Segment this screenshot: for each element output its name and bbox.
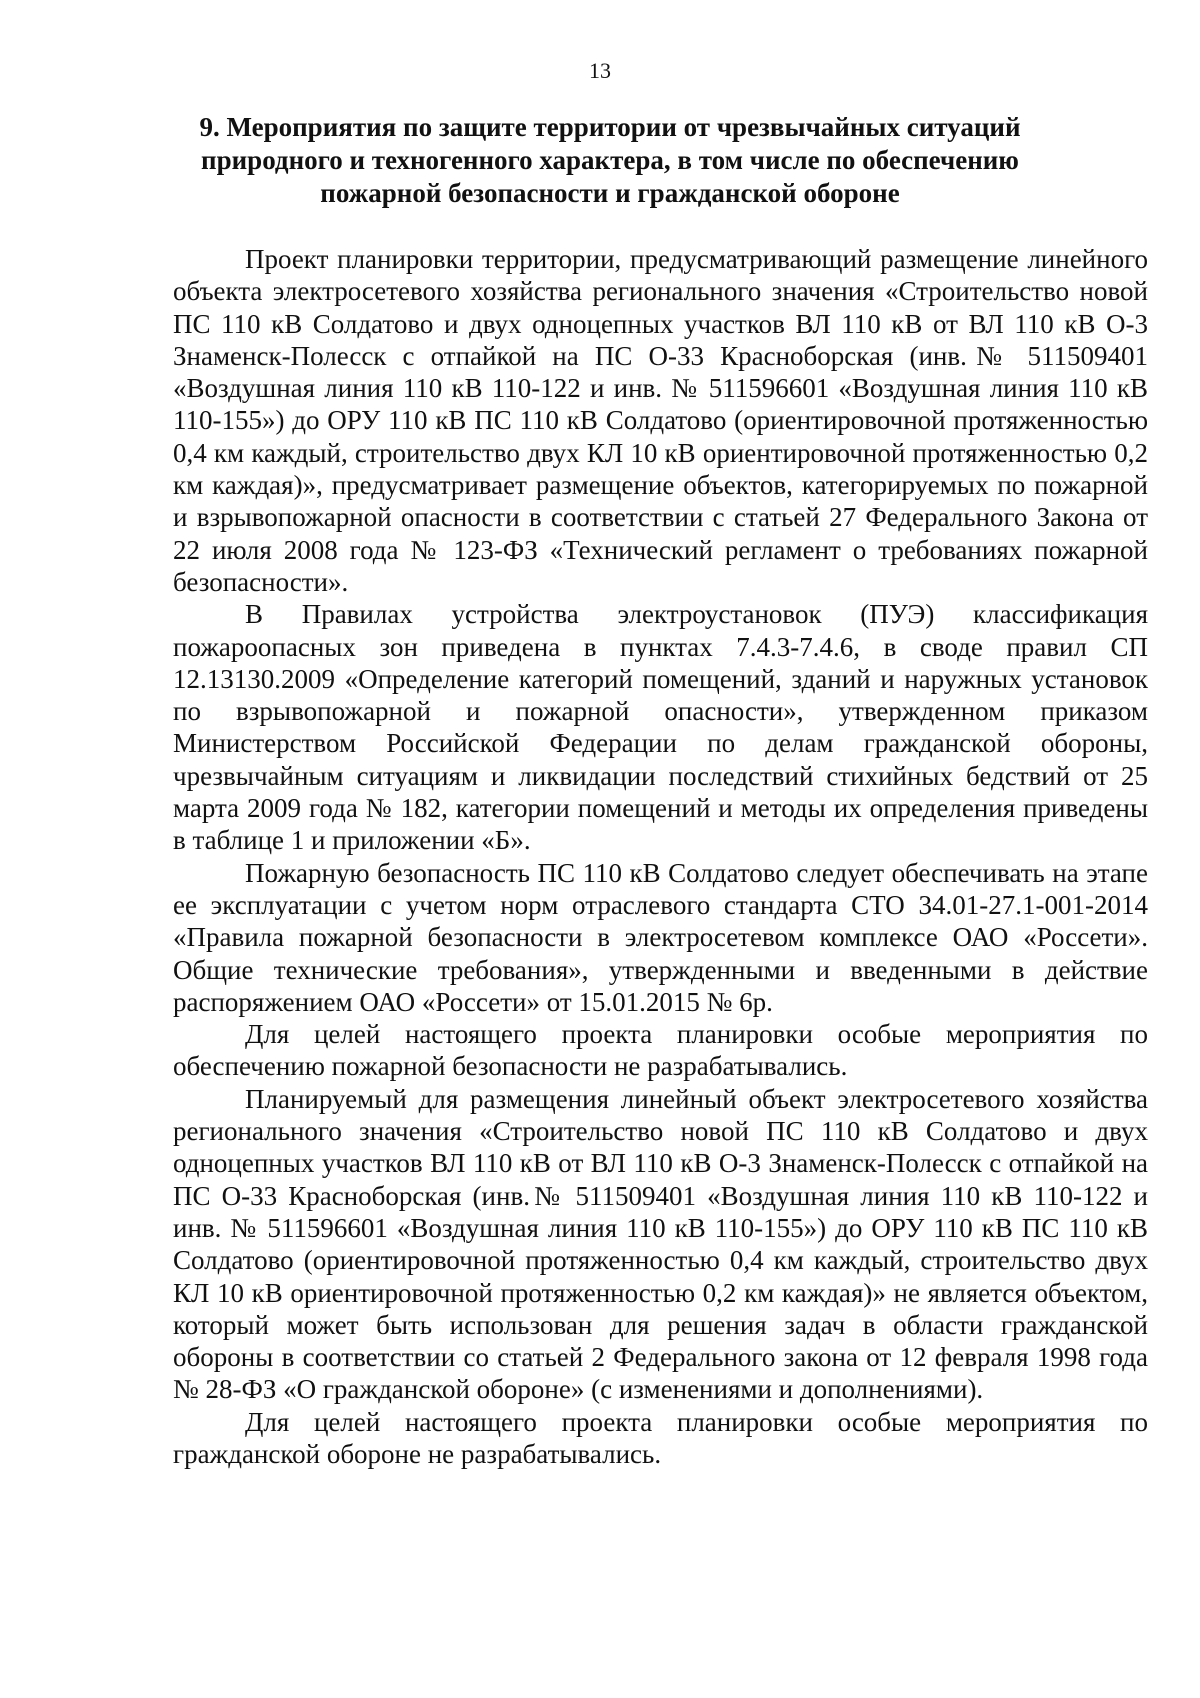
paragraph-project-description: Проект планировки территории, предусматривающий размещение линейного объекта электросетевого хозяйства регионального значения «Строительство новой ПС 110 кВ Солдатово и двух одноцепных участков ВЛ 110 кВ от ВЛ 110 кВ О-3 Знаменск-Полесск с отпайкой на ПС О-33 Красноборская (инв.№ 511509401 «Воздушная линия 110 кВ 110-122 и инв. № 511596601 «Воздушная линия 110 кВ 110-155») до ОРУ 110 кВ ПС 110 кВ Солдатово (ориентировочной протяженностью 0,4 км каждый, строительство двух КЛ 10 кВ ориентировочной протяженностью 0,2 км каждая)», предусматривает размещение объектов, категорируемых по пожарной и взрывопожарной опасности в соответствии с статьей 27 Федерального Закона от 22 июля 2008 года № 123-ФЗ «Технический регламент о требованиях пожарной безопасности». xyxy=(173,244,1148,597)
paragraph-fire-zones: В Правилах устройства электроустановок (ПУЭ) классификация пожароопасных зон приведена в пунктах 7.4.3-7.4.6, в своде правил СП 12.13130.2009 «Определение категорий помещений, зданий и наружных установок по взрывопожарной и пожарной опасности», утвержденном приказом Министерством Российской Федерации по делам гражданской обороны, чрезвычайным ситуациям и ликвидации последствий стихийных бедствий от 25 марта 2009 года № 182, категории помещений и методы их определения приведены в таблице 1 и приложении «Б». xyxy=(173,599,1148,856)
paragraph-civil-defense-measures: Для целей настоящего проекта планировки особые мероприятия по гражданской обороне не разрабатывались. xyxy=(173,1406,1148,1469)
paragraph-fire-safety-standard: Пожарную безопасность ПС 110 кВ Солдатово следует обеспечивать на этапе ее эксплуатации с учетом норм отраслевого стандарта СТО 34.01-27.1-001-2014 «Правила пожарной безопасности в электросетевом комплексе ОАО «Россети». Общие технические требования», утвержденными и введенными в действие распоряжением ОАО «Россети» от 15.01.2015 № 6р. xyxy=(173,857,1148,1017)
section-heading: 9. Мероприятия по защите территории от чрезвычайных ситуаций природного и техногенного характера, в том числе по обеспечению пожарной безопасности и гражданской обороне xyxy=(199,112,1021,208)
document-body xyxy=(173,243,1148,1470)
paragraph-fire-measures: Для целей настоящего проекта планировки особые мероприятия по обеспечению пожарной безопасности не разрабатывались. xyxy=(173,1019,1148,1082)
paragraph-civil-defense-object: Планируемый для размещения линейный объект электросетевого хозяйства регионального значения «Строительство новой ПС 110 кВ Солдатово и двух одноцепных участков ВЛ 110 кВ от ВЛ 110 кВ О-3 Знаменск-Полесск с отпайкой на ПС О-33 Красноборская (инв.№ 511509401 «Воздушная линия 110 кВ 110-122 и инв. № 511596601 «Воздушная линия 110 кВ 110-155») до ОРУ 110 кВ ПС 110 кВ Солдатово (ориентировочной протяженностью 0,4 км каждый, строительство двух КЛ 10 кВ ориентировочной протяженностью 0,2 км каждая)» не является объектом, который может быть использован для решения задач в области гражданской обороны в соответствии со статьей 2 Федерального закона от 12 февраля 1998 года № 28-ФЗ «О гражданской обороне» (с изменениями и дополнениями). xyxy=(173,1083,1148,1405)
page-number: 13 xyxy=(589,58,611,83)
